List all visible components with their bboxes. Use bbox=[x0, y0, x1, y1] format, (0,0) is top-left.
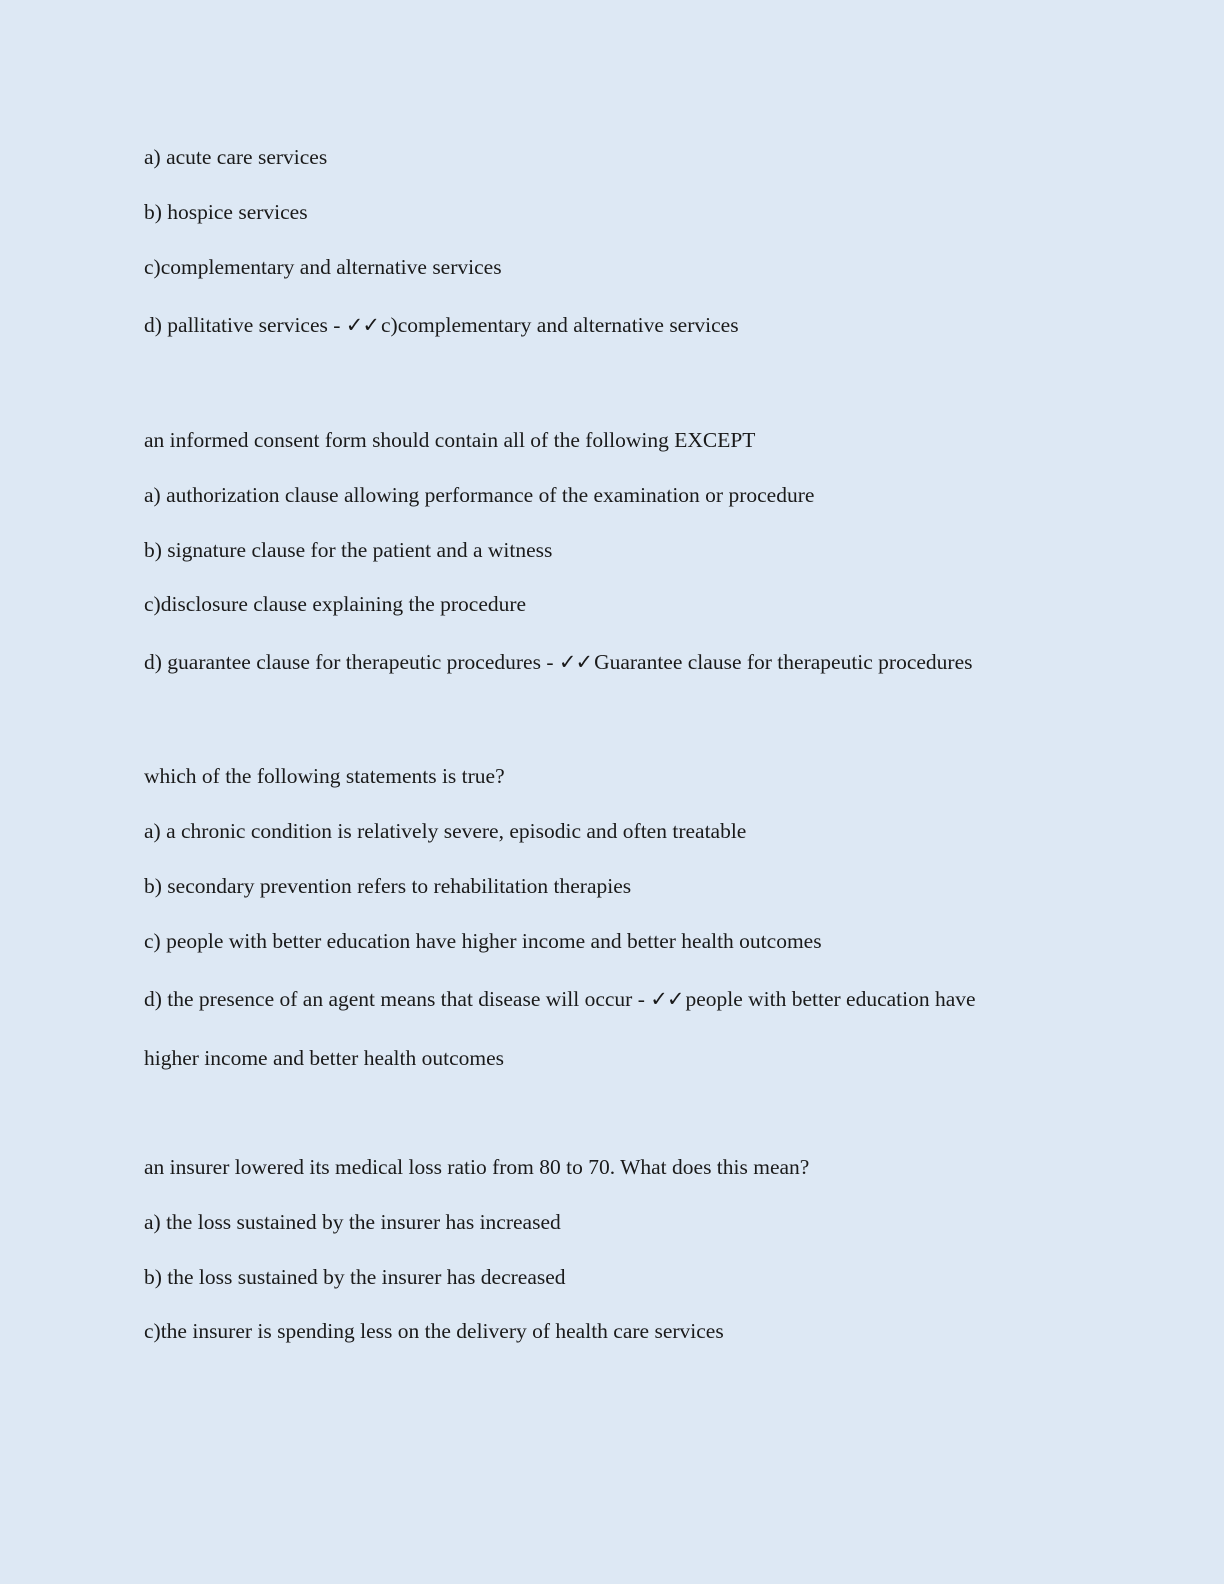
option-d-with-answer bbox=[144, 986, 976, 1012]
option-d: d) the presence of an agent means that disease will occur - bbox=[144, 987, 651, 1011]
answer-text-continued: higher income and better health outcomes bbox=[144, 1046, 504, 1070]
option-c: c)complementary and alternative services bbox=[144, 255, 502, 279]
option-a: a) a chronic condition is relatively severe, episodic and often treatable bbox=[144, 819, 747, 843]
double-check-icon: ✓✓ bbox=[650, 987, 684, 1011]
option-a: a) the loss sustained by the insurer has increased bbox=[144, 1210, 561, 1234]
option-b: b) the loss sustained by the insurer has decreased bbox=[144, 1265, 566, 1289]
double-check-icon: ✓✓ bbox=[345, 313, 379, 337]
option-d-with-answer bbox=[144, 649, 973, 675]
option-c: c)the insurer is spending less on the delivery of health care services bbox=[144, 1319, 724, 1343]
answer-text: c)complementary and alternative services bbox=[381, 313, 739, 337]
option-b: b) secondary prevention refers to rehabilitation therapies bbox=[144, 874, 632, 898]
option-c: c)disclosure clause explaining the procedure bbox=[144, 592, 527, 616]
question-text: which of the following statements is true? bbox=[144, 764, 505, 788]
double-check-icon: ✓✓ bbox=[558, 650, 593, 674]
option-b: b) signature clause for the patient and a witness bbox=[144, 538, 553, 562]
question-text: an insurer lowered its medical loss ratio from 80 to 70. What does this mean? bbox=[144, 1155, 810, 1179]
option-a: a) authorization clause allowing performance of the examination or procedure bbox=[144, 483, 815, 507]
option-a: a) acute care services bbox=[144, 145, 328, 169]
option-d: d) pallitative services - bbox=[144, 313, 346, 337]
option-b: b) hospice services bbox=[144, 200, 308, 224]
answer-text: Guarantee clause for therapeutic procedures bbox=[594, 650, 973, 674]
option-d-with-answer bbox=[144, 312, 739, 338]
option-d: d) guarantee clause for therapeutic procedures - bbox=[144, 650, 559, 674]
question-text: an informed consent form should contain all of the following EXCEPT bbox=[144, 428, 756, 452]
option-c: c) people with better education have higher income and better health outcomes bbox=[144, 929, 822, 953]
answer-text: people with better education have bbox=[685, 987, 976, 1011]
